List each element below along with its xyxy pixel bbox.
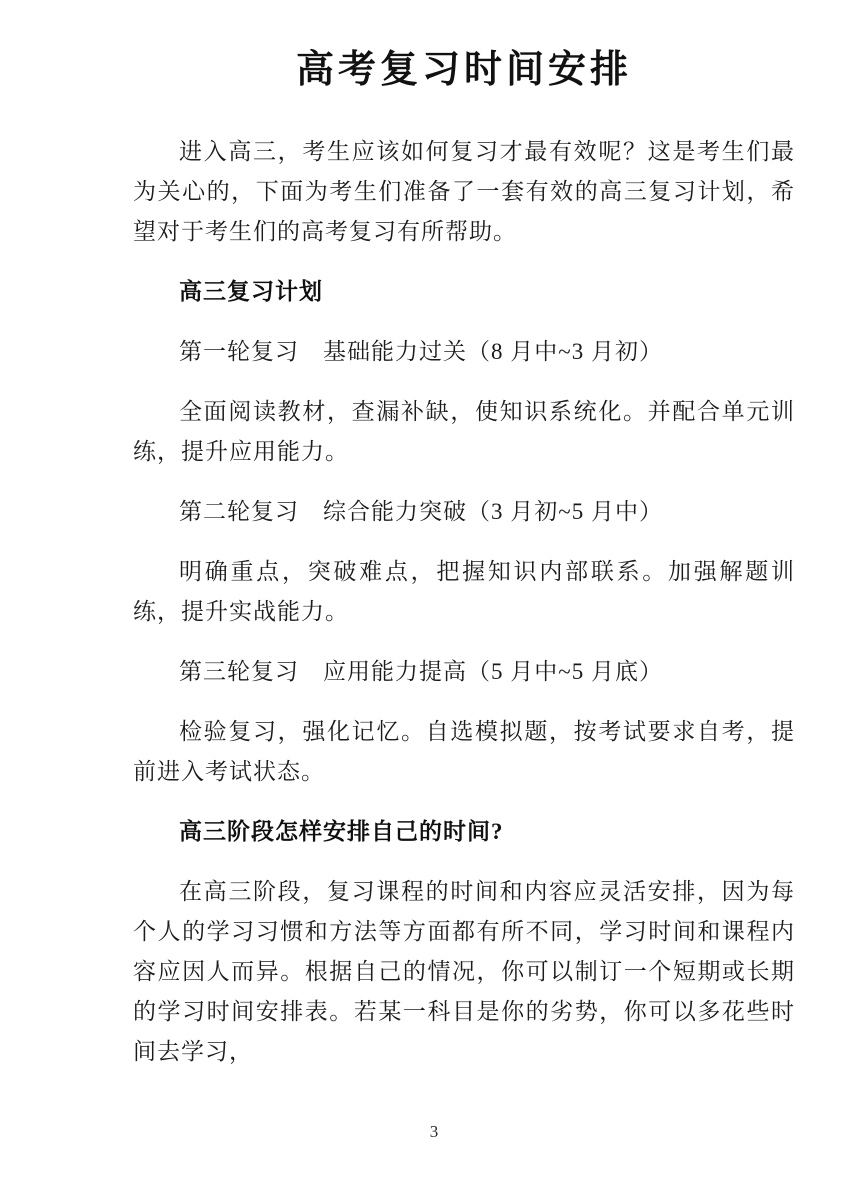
- round2-title: 第二轮复习 综合能力突破（3 月初~5 月中）: [179, 499, 663, 524]
- round1-title: 第一轮复习 基础能力过关（8 月中~3 月初）: [179, 339, 663, 364]
- section-heading-time-arrangement: 高三阶段怎样安排自己的时间?: [179, 819, 504, 844]
- section-heading-review-plan: 高三复习计划: [179, 279, 323, 304]
- round3-title: 第三轮复习 应用能力提高（5 月中~5 月底）: [179, 659, 663, 684]
- round1-description: 全面阅读教材，查漏补缺，使知识系统化。并配合单元训练，提升应用能力。: [133, 399, 795, 464]
- page-number: 3: [429, 1122, 439, 1141]
- document-body: [133, 94, 795, 1072]
- round3-description: 检验复习，强化记忆。自选模拟题，按考试要求自考，提前进入考试状态。: [133, 719, 795, 784]
- round2-description: 明确重点，突破难点，把握知识内部联系。加强解题训练，提升实战能力。: [133, 559, 795, 624]
- intro-paragraph: 进入高三，考生应该如何复习才最有效呢？这是考生们最为关心的，下面为考生们准备了一套有效的高三复习计划，希望对于考生们的高考复习有所帮助。: [133, 139, 795, 244]
- document-title: 高考复习时间安排: [295, 49, 632, 91]
- closing-paragraph: 在高三阶段，复习课程的时间和内容应灵活安排，因为每个人的学习习惯和方法等方面都有所不同，学习时间和课程内容应因人而异。根据自己的情况，你可以制订一个短期或长期的学习时间安排表。若某一科目是你的劣势，你可以多花些时间去学习，: [133, 879, 795, 1064]
